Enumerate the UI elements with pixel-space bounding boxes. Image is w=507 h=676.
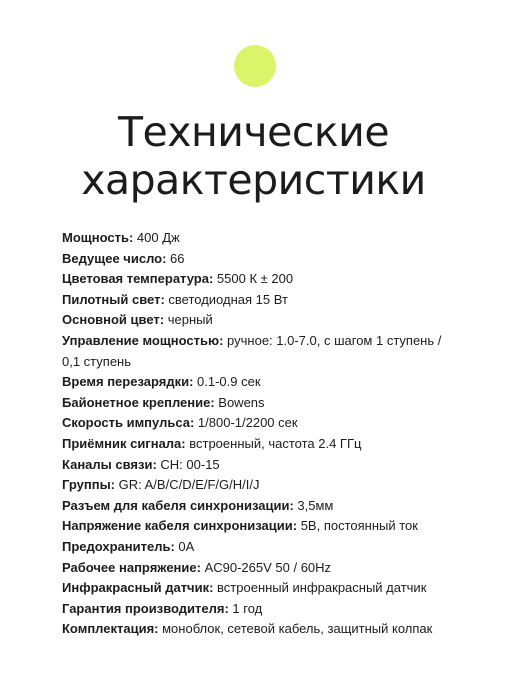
spec-row-ir-sensor [62,578,462,599]
spec-row-recycle-time [62,372,462,393]
spec-key: Управление мощностью: [62,332,224,348]
spec-key: Цветовая температура: [62,271,214,287]
spec-row-power-control [62,331,462,372]
spec-key: Гарантия производителя: [62,600,229,616]
spec-key: Разъем для кабеля синхронизации: [62,497,294,513]
accent-dot [234,45,276,87]
spec-row-sync-port [62,496,462,517]
spec-value: ручное: 1.0-7.0, с шагом 1 ступень / 0,1 ступень [62,332,442,369]
spec-value: 1 год [228,600,263,616]
spec-key: Время перезарядки: [62,374,194,390]
spec-row-fuse [62,537,462,558]
spec-value: 3,5мм [293,497,334,513]
spec-row-mount [62,393,462,414]
spec-row-color-temperature [62,269,462,290]
spec-value: черный [164,312,213,328]
spec-key: Приёмник сигнала: [62,435,186,451]
spec-value: встроенный инфракрасный датчик [213,580,427,596]
spec-key: Инфракрасный датчик: [62,580,214,596]
spec-key: Каналы связи: [62,456,157,472]
spec-row-power [62,228,462,249]
spec-value: 400 Дж [133,230,180,245]
spec-row-guide-number [62,249,462,270]
spec-key: Группы: [62,477,116,493]
spec-key: Предохранитель: [62,538,175,554]
spec-value: 1/800-1/2200 сек [194,415,298,431]
spec-key: Мощность: [62,230,134,245]
title-line-1: Технические [117,108,390,156]
spec-value: встроенный, частота 2.4 ГГц [185,435,362,451]
spec-row-receiver [62,434,462,455]
spec-row-package [62,619,462,640]
spec-row-flash-duration [62,413,462,434]
spec-key: Комплектация: [62,621,159,637]
spec-row-sync-voltage [62,516,462,537]
spec-key: Ведущее число: [62,250,167,266]
spec-value: 66 [166,250,185,266]
spec-key: Напряжение кабеля синхронизации: [62,518,298,534]
title-line-2: характеристики [81,156,426,204]
spec-key: Пилотный свет: [62,291,165,307]
spec-row-operating-voltage [62,558,462,579]
spec-value: 0А [174,538,195,554]
spec-key: Скорость импульса: [62,415,195,431]
spec-row-groups [62,475,462,496]
spec-key: Байонетное крепление: [62,394,215,410]
spec-value: CH: 00-15 [156,456,220,472]
spec-value: светодиодная 15 Вт [164,291,288,307]
spec-key: Рабочее напряжение: [62,559,201,575]
specs-list [62,228,462,640]
spec-key: Основной цвет: [62,312,165,328]
spec-value: 5В, постоянный ток [297,518,418,534]
spec-value: моноблок, сетевой кабель, защитный колпак [158,621,433,637]
spec-row-warranty [62,599,462,620]
spec-row-channels [62,455,462,476]
page-title [0,108,507,204]
spec-row-modeling-light [62,290,462,311]
spec-row-main-color [62,310,462,331]
spec-value: GR: A/B/C/D/E/F/G/H/I/J [115,477,260,493]
spec-value: AC90-265V 50 / 60Hz [200,559,332,575]
spec-value: 5500 К ± 200 [213,271,294,287]
spec-value: 0.1-0.9 сек [193,374,261,390]
spec-value: Bowens [214,394,265,410]
